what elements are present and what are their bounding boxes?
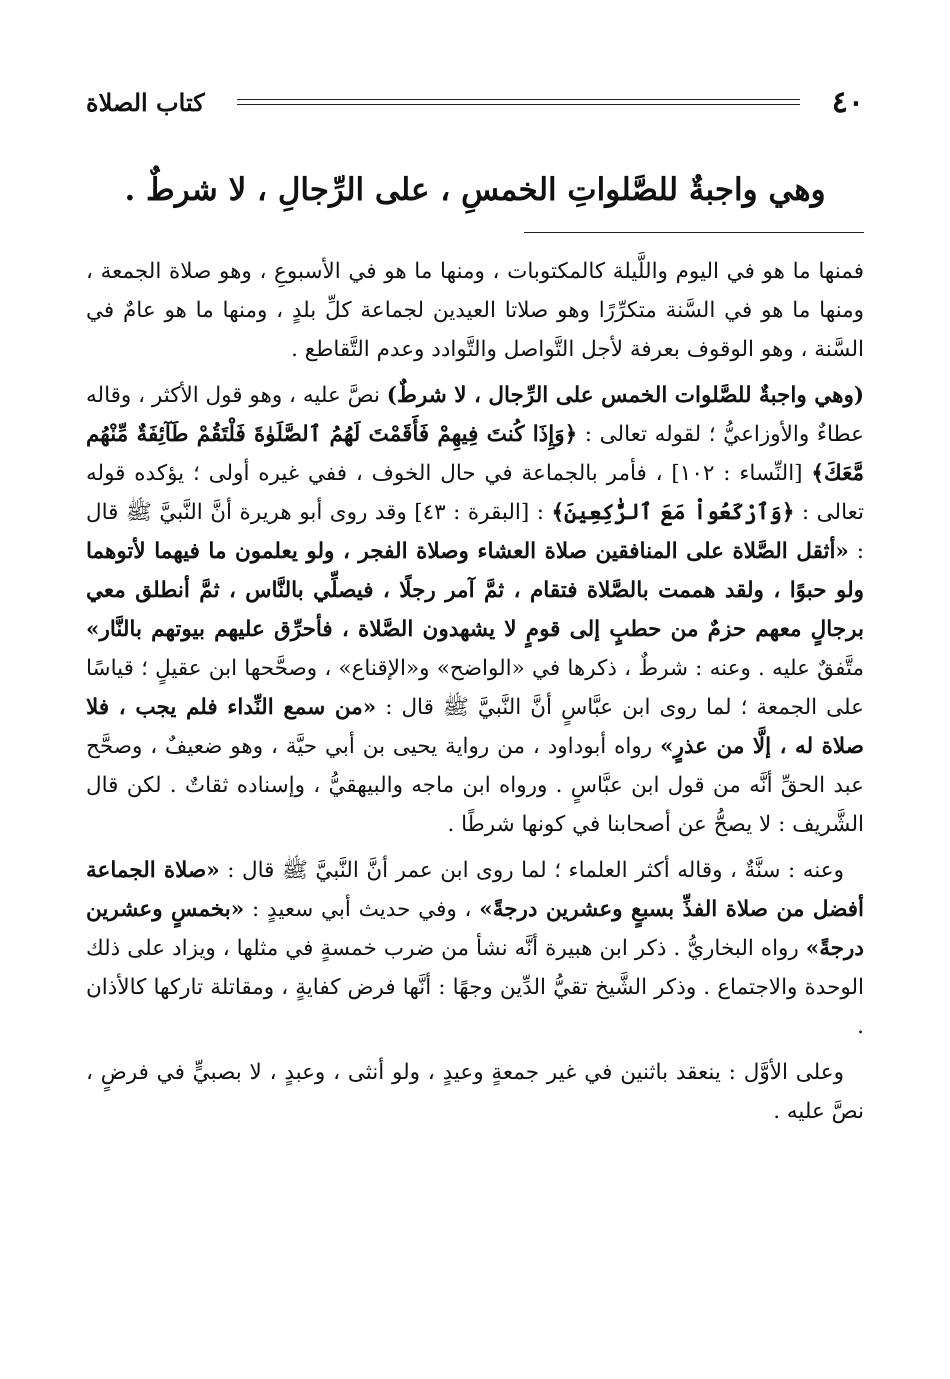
text-segment: متَّفقٌ عليه . وعنه : شرطٌ ، ذكرها في «الواضح» و«الإقناع» ، وصحَّحها ابن عقيلٍ ؛ قياسًا على الجمعة ؛ لما روى ابن عبَّاسٍ أنَّ النَّبيَّ ﷺ قال : — [86, 656, 864, 720]
page-number: ٤٠ — [831, 84, 864, 120]
commentary-body — [86, 252, 864, 1138]
text-segment: [النِّساء : ١٠٢] ، فأمر بالجماعة في حال الخوف ، ففي غيره أولى ؛ يؤكده قوله تعالى : — [86, 461, 864, 525]
bold-text: (وهي واجبةٌ للصَّلوات الخمس على الرِّجال ، لا شرطٌ) — [386, 383, 865, 408]
quran-verse: ﴿وَٱرْكَعُواْ مَعَ ٱلرَّٰكِعِينَ﴾ — [551, 500, 795, 525]
matn-separator — [524, 232, 864, 233]
bold-text: «أثقل الصَّلاة على المنافقين صلاة العشاء وصلاة الفجر ، ولو يعلمون ما فيهما لأتوهما ولو حبوًا ، ولقد هممت بالصَّلاة فتقام ، ثمَّ آمر رجلًا ، فيصلِّي بالنَّاس ، ثمَّ أنطلق معي برجالٍ معهم حزمٌ من حطبٍ إلى قومٍ لا يشهدون الصَّلاة ، فأحرِّق عليهم بيوتهم بالنَّار» — [86, 539, 864, 642]
text-segment: ، وفي حديث أبي سعيدٍ : — [244, 897, 480, 922]
bold-text: «من سمع النِّداء فلم يجب ، فلا صلاة له ، إلَّا من عذرٍ» — [86, 695, 865, 759]
text-segment: وعنه : سنَّةٌ ، وقاله أكثر العلماء ؛ لما روى ابن عمر أنَّ النَّبيَّ ﷺ قال : — [219, 858, 844, 883]
bold-text: «صلاة الجماعة أفضل من صلاة الفذِّ بسبعٍ وعشرين درجةً» — [86, 858, 864, 922]
header-rule — [237, 99, 800, 105]
paragraph — [86, 1053, 864, 1131]
text-segment: رواه أبوداود ، من رواية يحيى بن أبي حيَّة ، وهو ضعيفٌ ، وصحَّح عبد الحقِّ أنَّه من قول ابن عبَّاسٍ . ورواه ابن ماجه والبيهقيُّ ، وإسناده ثقاتٌ . لكن قال الشَّريف : لا يصحُّ عن أصحابنا في كونها شرطًا . — [86, 734, 864, 837]
paragraph — [86, 851, 864, 1046]
text-segment: نصَّ عليه ، وهو قول الأكثر ، وقاله عطاءٌ والأوزاعيُّ ؛ لقوله تعالى : — [86, 383, 864, 447]
paragraph — [86, 252, 864, 369]
matn-text: وهي واجبةٌ للصَّلواتِ الخمسِ ، على الرِّجالِ ، لا شرطٌ . — [124, 172, 826, 208]
bold-text: «بخمسٍ وعشرين درجةً» — [86, 897, 864, 961]
running-header — [86, 82, 864, 122]
text-segment: فمنها ما هو في اليوم واللَّيلة كالمكتوبات ، ومنها ما هو في الأسبوعِ ، وهو صلاة الجمعة ، ومنها ما هو في السَّنة متكرِّرًا وهو صلاتا العيدين لجماعة كلِّ بلدٍ ، ومنها ما هو عامٌ في السَّنة ، وهو الوقوف بعرفة لأجل التَّواصل والتَّوادد وعدم التَّقاطع . — [86, 259, 864, 362]
text-segment: رواه البخاريُّ . ذكر ابن هبيرة أنَّه نشأ من ضرب خمسةٍ في مثلها ، ويزاد على ذلك الوحدة والاجتماع . وذكر الشَّيخ تقيُّ الدِّين وجهًا : أنَّها فرض كفايةٍ ، ومقاتلة تاركها كالأذان . — [86, 936, 864, 1039]
text-segment: وعلى الأوَّل : ينعقد باثنين في غير جمعةٍ وعيدٍ ، ولو أنثى ، وعبدٍ ، لا بصبيٍّ في فرضٍ ، نصَّ عليه . — [86, 1060, 864, 1124]
quran-verse: ﴿وَإِذَا كُنتَ فِيهِمْ فَأَقَمْتَ لَهُمُ ٱلصَّلَوٰةَ فَلْتَقُمْ طَآئِفَةٌ مِّنْهُم مَّعَكَ﴾ — [86, 422, 864, 486]
paragraph — [86, 376, 864, 844]
text-segment: : [البقرة : ٤٣] وقد روى أبو هريرة أنَّ النَّبيَّ ﷺ قال : — [86, 500, 865, 564]
book-title: كتاب الصلاة — [86, 87, 205, 117]
